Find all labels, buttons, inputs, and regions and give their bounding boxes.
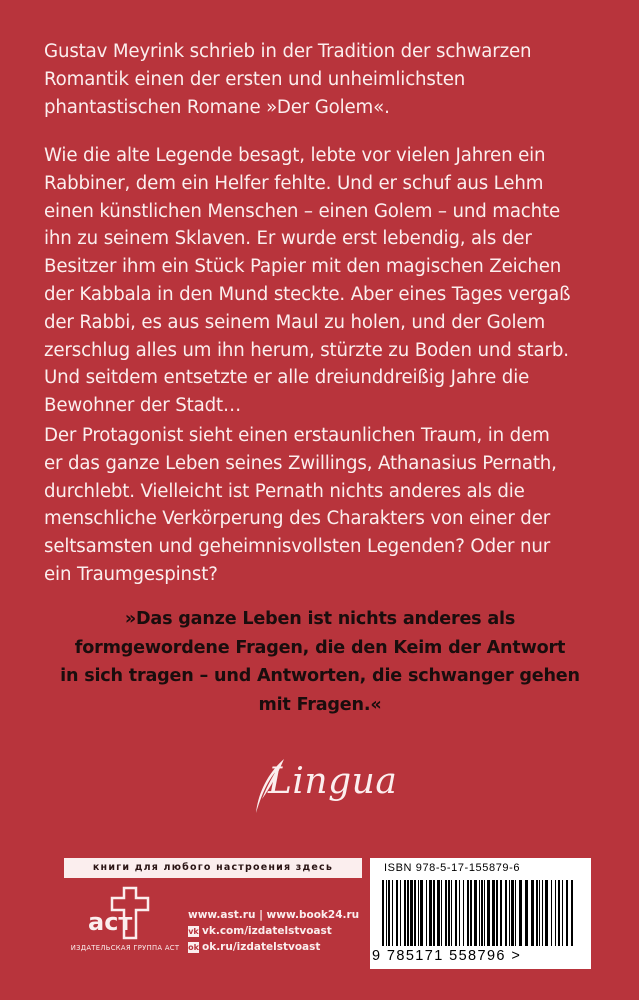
- barcode-bar: [531, 880, 534, 946]
- barcode-bar: [467, 880, 469, 946]
- barcode-bar: [474, 880, 477, 946]
- ok-icon: ok: [188, 942, 199, 952]
- barcode-bar: [420, 880, 423, 946]
- barcode-bar: [519, 880, 522, 946]
- ok-link-row: [188, 939, 359, 955]
- barcode-bar: [404, 880, 406, 946]
- barcode-bar: [392, 880, 393, 946]
- barcode-bar: [479, 880, 480, 946]
- lingua-logo-text: Lingua: [268, 761, 398, 802]
- barcode-bar: [525, 880, 528, 946]
- barcode-bar: [558, 880, 560, 946]
- publisher-caption: ИЗДАТЕЛЬСКАЯ ГРУППА АСТ: [70, 944, 180, 952]
- barcode-bar: [470, 880, 472, 946]
- barcode-bar: [505, 880, 507, 946]
- barcode-bar: [382, 880, 384, 946]
- barcode-bar: [433, 880, 435, 946]
- tagline-banner: книги для любого настроения здесь: [64, 858, 362, 878]
- barcode-bar: [487, 880, 490, 946]
- intro-paragraph: Gustav Meyrink schrieb in der Tradition der schwarzen Romantik einen der ersten und unheimlichsten phantastischen Romane »Der Golem«.: [44, 41, 532, 118]
- protagonist-paragraph: Der Protagonist sieht einen erstaunlichen Traum, in dem er das ganze Leben seines Zwillings, Athanasius Pernath, durchlebt. Vielleicht ist Pernath nichts anderes als die menschliche Verkörperung des Charakters von einer der seltsamsten und geheimnisvollsten Legenden? Oder nur ein Traumgespinst?: [44, 425, 557, 585]
- publisher-links: [188, 907, 359, 955]
- ast-logo-text: аст: [88, 908, 133, 936]
- barcode-bar: [515, 880, 516, 946]
- vk-icon: vk: [188, 926, 199, 936]
- barcode-bar: [555, 880, 556, 946]
- vk-link-row: [188, 923, 359, 939]
- barcode-bar: [463, 880, 464, 946]
- barcode-bar: [481, 880, 483, 946]
- isbn-barcode-box: [370, 858, 591, 969]
- barcode: [378, 880, 583, 946]
- barcode-bar: [509, 880, 510, 946]
- barcode-bar: [459, 880, 460, 946]
- story-paragraph: Wie die alte Legende besagt, lebte vor vielen Jahren ein Rabbiner, dem ein Helfer fehlte. Und er schuf aus Lehm einen künstlichen Menschen – einen Golem – und machte ihn zu seinem Sklaven. Er wurde erst lebendig, als der Besitzer ihm ein Stück Papier mit den magischen Zeichen der Kabbala in den Mund steckte. Aber eines Tages vergaß der Rabbi, es aus seinem Maul zu holen, und der Golem zerschlug alles um ihn herum, stürzte zu Boden und starb. Und seitdem entsetzte er alle dreiunddreißig Jahre die Bewohner der Stadt…: [44, 145, 571, 417]
- quote-block: »Das ganze Leben ist nichts anderes als formgewordene Fragen, die den Keim der Antwort in sich tragen – und Antworten, die schwanger gehen mit Fragen.«: [60, 609, 580, 715]
- barcode-bar: [448, 880, 450, 946]
- barcode-bar: [429, 880, 432, 946]
- barcode-bar: [571, 880, 573, 946]
- barcode-bar: [445, 880, 447, 946]
- barcode-bar: [451, 880, 452, 946]
- barcode-bar: [511, 880, 514, 946]
- barcode-bar: [437, 880, 440, 946]
- barcode-bar: [500, 880, 502, 946]
- barcode-bar: [566, 880, 568, 946]
- lingua-logo: [248, 755, 398, 835]
- barcode-bar: [551, 880, 552, 946]
- vk-link: vk.com/izdatelstvoast: [202, 925, 332, 937]
- barcode-bar: [388, 880, 390, 946]
- barcode-bar: [396, 880, 398, 946]
- barcode-bar: [492, 880, 495, 946]
- barcode-bar: [418, 880, 419, 946]
- barcode-digits: 9 785171 558796 >: [372, 948, 522, 964]
- ok-link: ok.ru/izdatelstvoast: [202, 941, 321, 953]
- barcode-bar: [386, 880, 387, 946]
- barcode-bar: [426, 880, 427, 946]
- website-links: www.ast.ru | www.book24.ru: [188, 909, 360, 921]
- barcode-bar: [542, 880, 543, 946]
- barcode-bar: [562, 880, 563, 946]
- barcode-bar: [441, 880, 442, 946]
- barcode-bar: [496, 880, 498, 946]
- barcode-bar: [410, 880, 413, 946]
- isbn-label: ISBN 978-5-17-155879-6: [384, 862, 521, 874]
- barcode-bar: [407, 880, 409, 946]
- barcode-bar: [536, 880, 538, 946]
- barcode-bar: [539, 880, 540, 946]
- barcode-bar: [545, 880, 548, 946]
- barcode-bar: [455, 880, 457, 946]
- barcode-bar: [400, 880, 401, 946]
- barcode-bar: [414, 880, 416, 946]
- barcode-bar: [484, 880, 485, 946]
- ast-logo-icon: [84, 886, 154, 942]
